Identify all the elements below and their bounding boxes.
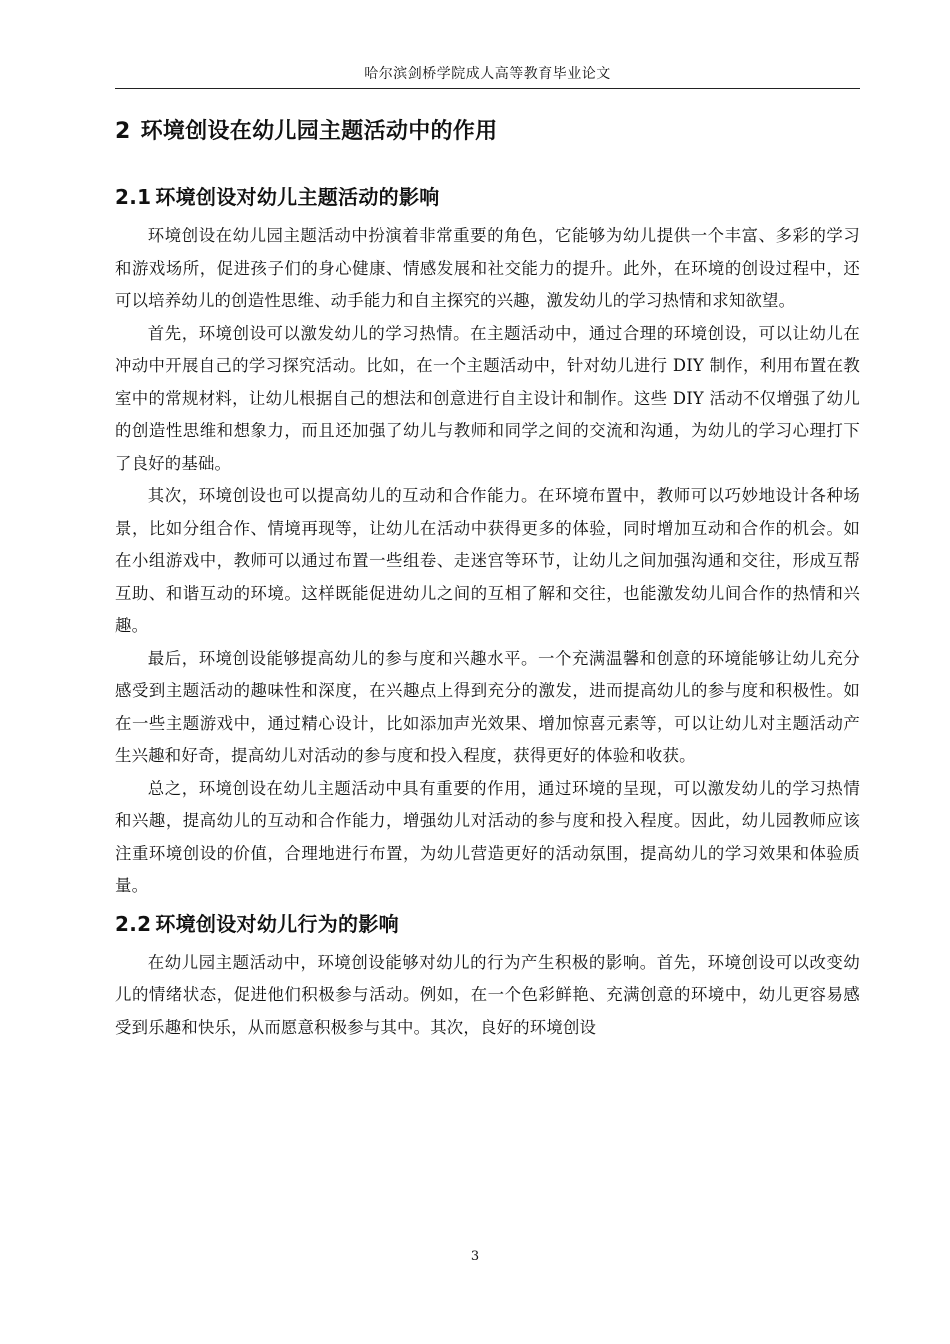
section-title: 环境创设对幼儿主题活动的影响: [155, 185, 440, 209]
page-number: 3: [470, 1249, 480, 1264]
paragraph: 在幼儿园主题活动中，环境创设能够对幼儿的行为产生积极的影响。首先，环境创设可以改变幼儿的情绪状态，促进他们积极参与活动。例如，在一个色彩鲜艳、充满创意的环境中，幼儿更容易感受到乐趣和快乐，从而愿意积极参与其中。其次，良好的环境创设: [115, 952, 860, 1037]
paragraph: 其次，环境创设也可以提高幼儿的互动和合作能力。在环境布置中，教师可以巧妙地设计各种场景，比如分组合作、情境再现等，让幼儿在活动中获得更多的体验，同时增加互动和合作的机会。如在小组游戏中，教师可以通过布置一些组卷、走迷宫等环节，让幼儿之间加强沟通和交往，形成互帮互助、和谐互动的环境。这样既能促进幼儿之间的互相了解和交往，也能激发幼儿间合作的热情和兴趣。: [115, 486, 860, 635]
chapter-heading: [115, 112, 860, 152]
paragraph: 环境创设在幼儿园主题活动中扮演着非常重要的角色，它能够为幼儿提供一个丰富、多彩的学习和游戏场所，促进孩子们的身心健康、情感发展和社交能力的提升。此外，在环境的创设过程中，还可以培养幼儿的创造性思维、动手能力和自主探究的兴趣，激发幼儿的学习热情和求知欲望。: [115, 226, 860, 310]
section-heading-2-2: [115, 905, 860, 943]
chapter-number: 2: [115, 119, 131, 144]
paragraph: 最后，环境创设能够提高幼儿的参与度和兴趣水平。一个充满温馨和创意的环境能够让幼儿充分感受到主题活动的趣味性和深度，在兴趣点上得到充分的激发，进而提高幼儿的参与度和积极性。如在一些主题游戏中，通过精心设计，比如添加声光效果、增加惊喜元素等，可以让幼儿对主题活动产生兴趣和好奇，提高幼儿对活动的参与度和投入程度，获得更好的体验和收获。: [115, 648, 860, 765]
running-header: 哈尔滨剑桥学院成人高等教育毕业论文: [364, 66, 611, 82]
section-title: 环境创设对幼儿行为的影响: [155, 911, 399, 936]
chapter-title: 环境创设在幼儿园主题活动中的作用: [140, 119, 498, 144]
page-body: [115, 112, 860, 1044]
header-rule: [115, 88, 860, 89]
section-heading-2-1: [115, 178, 860, 216]
section-number: 2.1: [115, 185, 152, 209]
paragraph: 总之，环境创设在幼儿主题活动中具有重要的作用，通过环境的呈现，可以激发幼儿的学习热情和兴趣，提高幼儿的互动和合作能力，增强幼儿对活动的参与度和投入程度。因此，幼儿园教师应该注重环境创设的价值，合理地进行布置，为幼儿营造更好的活动氛围，提高幼儿的学习效果和体验质量。: [115, 778, 860, 895]
paragraph: 首先，环境创设可以激发幼儿的学习热情。在主题活动中，通过合理的环境创设，可以让幼儿在冲动中开展自己的学习探究活动。比如，在一个主题活动中，针对幼儿进行 DIY 制作，利用布置在教室中的常规材料，让幼儿根据自己的想法和创意进行自主设计和制作。这些 DIY 活动不仅增强了幼儿的创造性思维和想象力，而且还加强了幼儿与教师和同学之间的交流和沟通，为幼儿的学习心理打下了良好的基础。: [115, 323, 860, 473]
section-number: 2.2: [115, 911, 152, 936]
